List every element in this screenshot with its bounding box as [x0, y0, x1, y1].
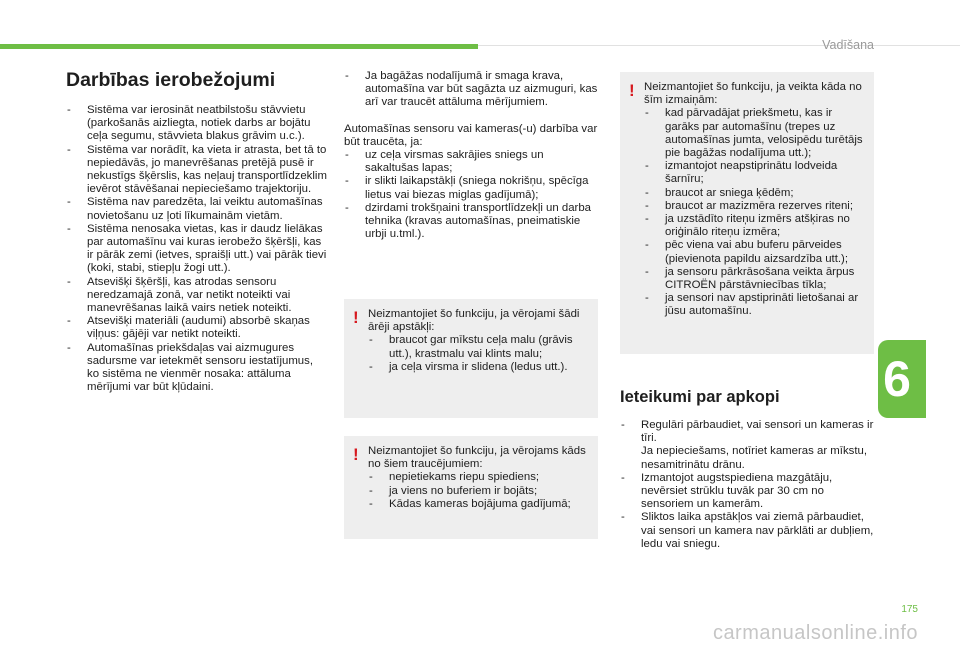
tip-text: Ja nepieciešams, notīriet kameras ar mīkstu, nesamitrinātu drānu. — [641, 445, 867, 471]
warning-intro: Neizmantojiet šo funkciju, ja vērojams kāds no šiem traucējumiem: — [368, 445, 586, 471]
list-item: - ja uzstādīto riteņu izmērs atšķiras no oriģinālo riteņu izmēra; — [644, 213, 864, 239]
watermark: carmanualsonline.info — [712, 622, 918, 644]
sensor-conditions-column — [344, 70, 600, 241]
warning-box-modifications — [620, 72, 874, 354]
list-item: - Ja bagāžas nodalījumā ir smaga krava, automašīna var būt sagāzta uz aizmuguri, kas arī var traucēt attāluma mērījumiem. — [344, 70, 600, 110]
list-item: - Sistēma var ierosināt neatbilstošu stāvvietu (parkošanās aizliegta, notiek darbs ar bojātu ceļa segumu, stāvvieta blakus grāvim u.c.). — [66, 104, 328, 144]
warning-box-faults — [344, 436, 598, 539]
limitations-column — [66, 68, 328, 394]
list-item: - Izmantojot augstspiediena mazgātāju, nevērsiet strūklu tuvāk par 30 cm no sensoriem un kamerām. — [620, 472, 878, 512]
list-item: - izmantojot neapstiprinātu lodveida šarnīru; — [644, 160, 864, 186]
warning-icon: ! — [353, 445, 359, 464]
chapter-tab — [878, 340, 926, 418]
warning-box-external-conditions — [344, 299, 598, 418]
list-item: - Sistēma nav paredzēta, lai veiktu automašīnas novietošanu uz ļoti līkumainām vietām. — [66, 196, 328, 222]
list-item: - kad pārvadājat priekšmetu, kas ir garāks par automašīnu (trepes uz automašīnas jumta, velosipēdu turētājs pie bagāžas nodalījuma utt.); — [644, 107, 864, 160]
section-label: Vadīšana — [822, 38, 874, 52]
list-item: - ir slikti laikapstākļi (sniega nokrišņu, spēcīga lietus vai biezas miglas gadījumā); — [344, 175, 600, 201]
warning-intro: Neizmantojiet šo funkciju, ja veikta kāda no šīm izmaiņām: — [644, 81, 862, 107]
load-list — [344, 70, 600, 110]
list-item: - Sistēma var norādīt, ka vieta ir atrasta, bet tā to nepiedāvās, jo manevrēšanas pretējā pusē ir nekustīgs šķērslis, kas neļauj transportlīdzeklim ievērot stāvēšanai nepieciešamo trajektoriju. — [66, 144, 328, 197]
limitations-title: Darbības ierobežojumi — [66, 69, 276, 91]
list-item: - ja viens no buferiem ir bojāts; — [368, 485, 588, 498]
list-item: - nepietiekams riepu spiediens; — [368, 471, 588, 484]
list-item: - Kādas kameras bojājuma gadījumā; — [368, 498, 588, 511]
list-item: - braucot ar sniega ķēdēm; — [644, 187, 864, 200]
warning-icon: ! — [629, 81, 635, 100]
warning-list — [368, 471, 588, 511]
list-item: - Sliktos laika apstākļos vai ziemā pārbaudiet, vai sensori un kamera nav pārklāti ar dubļiem, ledu vai sniegu. — [620, 511, 878, 551]
limitations-list — [66, 104, 328, 394]
sensor-conditions-list — [344, 149, 600, 241]
list-item: - ja ceļa virsma ir slidena (ledus utt.). — [368, 361, 588, 374]
list-item: - braucot gar mīkstu ceļa malu (grāvis utt.), krastmalu vai klints malu; — [368, 334, 588, 360]
warning-intro: Neizmantojiet šo funkciju, ja vērojami šādi ārēji apstākļi: — [368, 308, 580, 334]
list-item: - Atsevišķi šķēršļi, kas atrodas sensoru neredzamajā zonā, var netikt noteikti vai manevrēšanas laikā vairs netiek noteikti. — [66, 276, 328, 316]
list-item: - ja sensoru pārkrāsošana veikta ārpus CITROËN pārstāvniecības tīkla; — [644, 266, 864, 292]
page-number: 175 — [901, 604, 918, 615]
warning-icon: ! — [353, 308, 359, 327]
list-item: - Automašīnas priekšdaļas vai aizmugures sadursme var ietekmēt sensoru iestatījumus, ko sistēma ne vienmēr nosaka: attāluma mērījumi var būt kļūdaini. — [66, 342, 328, 395]
list-item: - uz ceļa virsmas sakrājies sniegs un sakaltušas lapas; — [344, 149, 600, 175]
list-item: - ja sensori nav apstiprināti lietošanai ar jūsu automašīnu. — [644, 292, 864, 318]
list-item: - pēc viena vai abu buferu pārveides (pievienota papildu aizsardzība utt.); — [644, 239, 864, 265]
maintenance-title: Ieteikumi par apkopi — [620, 388, 780, 406]
list-item: - braucot ar mazizmēra rezerves riteni; — [644, 200, 864, 213]
list-item: - Atsevišķi materiāli (audumi) absorbē skaņas viļņus: gājēji var netikt noteikti. — [66, 315, 328, 341]
maintenance-tips — [620, 419, 878, 551]
sensor-paragraph: Automašīnas sensoru vai kameras(-u) darbība var būt traucēta, ja: — [344, 122, 598, 148]
header-rule — [478, 45, 960, 46]
list-item: - Sistēma nenosaka vietas, kas ir daudz lielākas par automašīnu vai kuras ierobežo šķēršļi, kas ir pārāk zemi (ietves, spraišļi utt.) vai pārāk tievi (koki, stabi, stiepļu žogi utt.). — [66, 223, 328, 276]
tip-text: Regulāri pārbaudiet, vai sensori un kameras ir tīri. — [641, 419, 874, 445]
maintenance-list — [620, 419, 878, 551]
list-item: - dzirdami trokšņaini transportlīdzekļi un darba tehnika (kravas automašīnas, pneimatiskie urbji u.tml.). — [344, 202, 600, 242]
warning-list — [368, 334, 588, 374]
warning-list — [644, 107, 864, 318]
header-accent-bar — [0, 44, 478, 49]
list-item — [620, 419, 878, 472]
chapter-number: 6 — [883, 351, 911, 407]
